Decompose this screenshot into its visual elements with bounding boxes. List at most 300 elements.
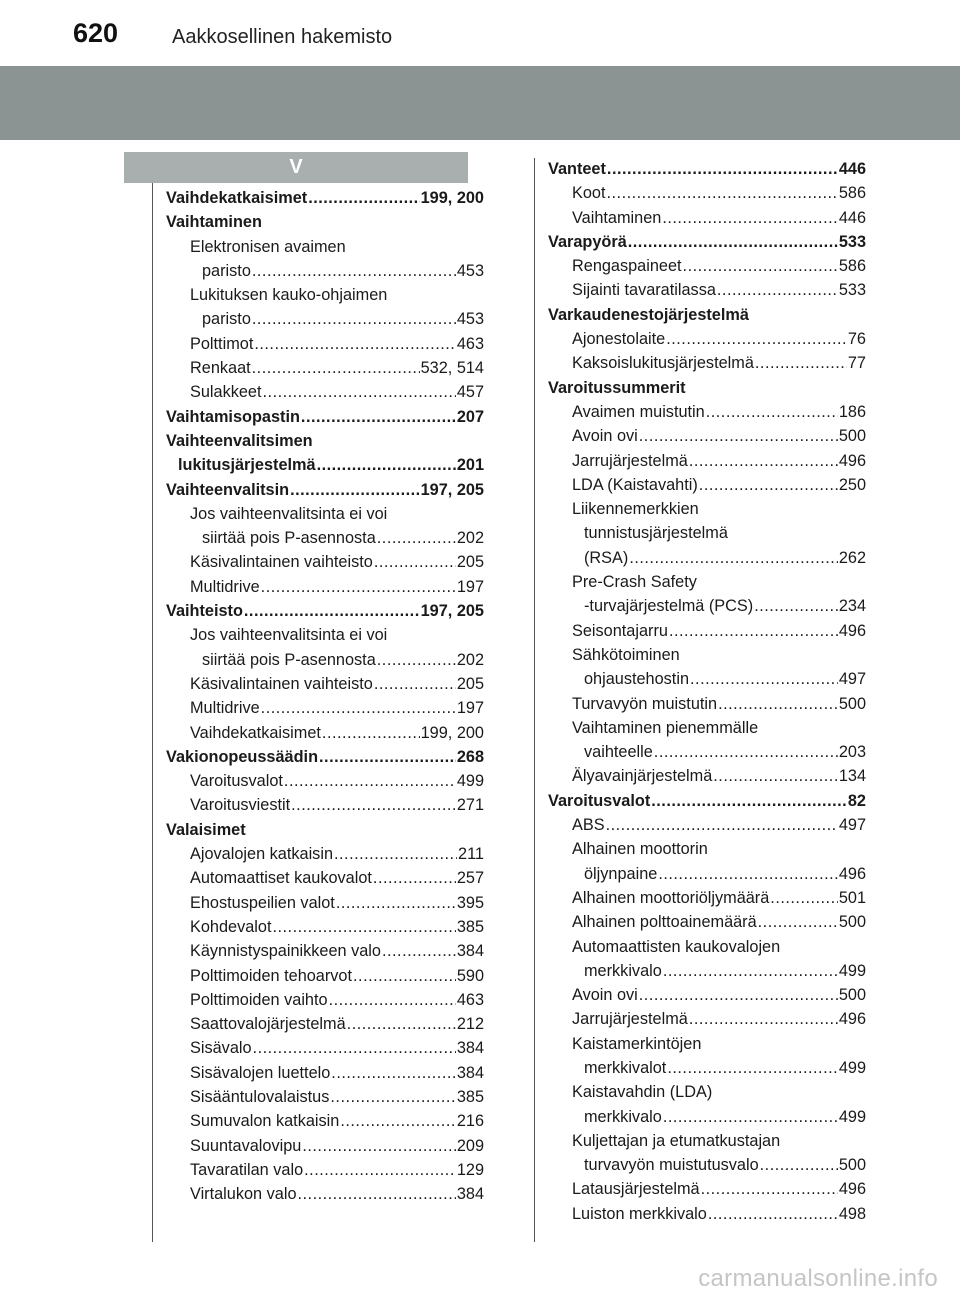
index-entry: [548, 692, 866, 716]
entry-term: Saattovalojärjestelmä: [190, 1015, 346, 1034]
index-entry: [548, 181, 866, 205]
entry-term: vaihteelle: [584, 743, 653, 762]
page-header: [0, 0, 960, 66]
entry-page-ref[interactable]: 453: [456, 310, 484, 329]
dot-leader: [713, 764, 838, 788]
entry-term: Polttimoiden tehoarvot: [190, 966, 353, 985]
index-entry: [166, 939, 484, 963]
entry-page-ref[interactable]: 205: [456, 674, 484, 693]
entry-page-ref[interactable]: 463: [456, 990, 484, 1009]
entry-page-ref[interactable]: 497: [838, 670, 866, 689]
entry-term: Luiston merkkivalo: [572, 1204, 707, 1223]
entry-page-ref[interactable]: 395: [456, 893, 484, 912]
entry-term: Sisävalo: [190, 1039, 252, 1058]
index-entry: [166, 648, 484, 672]
index-entry: [166, 988, 484, 1012]
dot-leader: [290, 478, 420, 502]
index-entry: [166, 915, 484, 939]
entry-page-ref[interactable]: 496: [838, 621, 866, 640]
entry-page-ref[interactable]: 205: [456, 553, 484, 572]
entry-term: ohjaustehostin: [584, 670, 690, 689]
dot-leader: [607, 181, 838, 205]
entry-page-ref[interactable]: 197, 205: [420, 480, 484, 499]
dot-leader: [708, 1202, 838, 1226]
index-entry: [166, 307, 484, 331]
entry-page-ref[interactable]: 498: [838, 1204, 866, 1223]
entry-term: LDA (Kaistavahti): [572, 475, 698, 494]
entry-term: Jarrujärjestelmä: [572, 451, 688, 470]
index-entry: [548, 886, 866, 910]
entry-page-ref[interactable]: 202: [456, 529, 484, 548]
entry-term: Vaihtaminen: [166, 213, 262, 232]
index-entry: [548, 716, 866, 740]
entry-page-ref[interactable]: 216: [456, 1112, 484, 1131]
index-entry: [166, 1158, 484, 1182]
entry-term: Lukituksen kauko-ohjaimen: [190, 286, 388, 305]
dot-leader: [304, 1158, 456, 1182]
dot-leader: [663, 1105, 838, 1129]
dot-leader: [754, 594, 838, 618]
dot-leader: [272, 915, 455, 939]
entry-page-ref[interactable]: 197: [456, 577, 484, 596]
dot-leader: [689, 1007, 838, 1031]
page-title: Aakkosellinen hakemisto: [172, 26, 393, 48]
entry-page-ref[interactable]: 202: [456, 650, 484, 669]
entry-term: Polttimot: [190, 334, 254, 353]
dot-leader: [329, 988, 456, 1012]
index-entry: [548, 643, 866, 667]
entry-term: Sähkötoiminen: [572, 645, 680, 664]
entry-term: siirtää pois P-asennosta: [202, 529, 376, 548]
dot-leader: [639, 424, 838, 448]
entry-page-ref[interactable]: 77: [847, 354, 866, 373]
dot-leader: [317, 453, 456, 477]
index-entry: [548, 619, 866, 643]
index-entry: [548, 1153, 866, 1177]
index-entry: [548, 813, 866, 837]
dot-leader: [253, 1036, 456, 1060]
entry-page-ref[interactable]: 384: [456, 1063, 484, 1082]
index-entry: [548, 424, 866, 448]
dot-leader: [683, 254, 838, 278]
index-entry: [166, 405, 484, 429]
index-entry: [548, 667, 866, 691]
entry-term: turvavyön muistutusvalo: [584, 1156, 759, 1175]
entry-page-ref[interactable]: 207: [456, 407, 484, 426]
dot-leader: [336, 891, 456, 915]
entry-page-ref[interactable]: 234: [838, 597, 866, 616]
index-entry: [166, 672, 484, 696]
entry-term: siirtää pois P-asennosta: [202, 650, 376, 669]
dot-leader: [298, 1182, 456, 1206]
entry-page-ref[interactable]: 496: [838, 864, 866, 883]
entry-term: Multidrive: [190, 699, 260, 718]
dot-leader: [606, 813, 838, 837]
entry-term: Virtalukon valo: [190, 1185, 297, 1204]
index-entry: [548, 400, 866, 424]
section-letter-header: V: [124, 152, 468, 183]
entry-term: -turvajärjestelmä (PCS): [584, 597, 754, 616]
entry-page-ref[interactable]: 496: [838, 451, 866, 470]
entry-page-ref[interactable]: 453: [456, 261, 484, 280]
dot-leader: [717, 278, 838, 302]
entry-term: Kaksoislukitusjärjestelmä: [572, 354, 754, 373]
dot-leader: [302, 1134, 455, 1158]
dot-leader: [308, 186, 419, 210]
entry-term: Seisontajarru: [572, 621, 668, 640]
index-entry: [548, 1105, 866, 1129]
entry-term: Valaisimet: [166, 820, 246, 839]
index-entry: [548, 351, 866, 375]
index-entry: [548, 206, 866, 230]
entry-page-ref[interactable]: 209: [456, 1136, 484, 1155]
entry-term: (RSA): [584, 548, 629, 567]
entry-term: tunnistusjärjestelmä: [584, 524, 728, 543]
entry-term: Varapyörä: [548, 232, 627, 251]
footer-watermark: carmanualsonline.info: [698, 1265, 938, 1292]
dot-leader: [322, 721, 420, 745]
dot-leader: [651, 789, 847, 813]
entry-page-ref[interactable]: 463: [456, 334, 484, 353]
entry-term: Vaihteisto: [166, 602, 243, 621]
entry-term: Alhainen moottorin: [572, 840, 708, 859]
index-entry: [548, 983, 866, 1007]
entry-page-ref[interactable]: 211: [458, 845, 484, 864]
dot-leader: [758, 910, 838, 934]
dot-leader: [301, 405, 456, 429]
index-entry: [548, 764, 866, 788]
entry-term: lukitusjärjestelmä: [178, 456, 316, 475]
index-entry: [548, 230, 866, 254]
index-entry: [548, 1032, 866, 1056]
entry-page-ref[interactable]: 500: [838, 1156, 866, 1175]
index-entry: [548, 497, 866, 521]
entry-page-ref[interactable]: 586: [838, 184, 866, 203]
entry-term: Ajovalojen katkaisin: [190, 845, 333, 864]
dot-leader: [654, 740, 838, 764]
dot-leader: [330, 1085, 455, 1109]
index-entry: [548, 910, 866, 934]
entry-page-ref[interactable]: 496: [838, 1180, 866, 1199]
index-entry: [166, 842, 484, 866]
index-entry: [166, 696, 484, 720]
entry-term: merkkivalot: [584, 1058, 667, 1077]
dot-leader: [669, 619, 838, 643]
entry-term: Avaimen muistutin: [572, 402, 705, 421]
dot-leader: [334, 842, 457, 866]
entry-term: Renkaat: [190, 359, 251, 378]
dot-leader: [629, 546, 838, 570]
index-entry: [166, 332, 484, 356]
index-entry: [548, 376, 866, 400]
entry-term: Latausjärjestelmä: [572, 1180, 700, 1199]
entry-page-ref[interactable]: 500: [838, 427, 866, 446]
entry-page-ref[interactable]: 201: [456, 456, 484, 475]
entry-page-ref[interactable]: 497: [838, 816, 866, 835]
index-column-left: [166, 186, 484, 1206]
index-entry: [166, 186, 484, 210]
entry-page-ref[interactable]: 199, 200: [420, 723, 484, 742]
entry-term: Sumuvalon katkaisin: [190, 1112, 340, 1131]
dot-leader: [252, 259, 456, 283]
index-entry: [166, 964, 484, 988]
index-entry: [548, 959, 866, 983]
index-entry: [166, 259, 484, 283]
entry-page-ref[interactable]: 262: [838, 548, 866, 567]
index-entry: [548, 1080, 866, 1104]
entry-term: Jos vaihteenvalitsinta ei voi: [190, 504, 388, 523]
entry-term: Vaihteenvalitsimen: [166, 431, 313, 450]
index-entry: [166, 1061, 484, 1085]
entry-term: Käsivalintainen vaihteisto: [190, 553, 373, 572]
index-entry: [166, 1036, 484, 1060]
index-entry: [166, 721, 484, 745]
dot-leader: [666, 327, 847, 351]
index-entry: [166, 745, 484, 769]
index-entry: [166, 1134, 484, 1158]
index-entry: [548, 157, 866, 181]
index-entry: [548, 546, 866, 570]
entry-term: Käynnistyspainikkeen valo: [190, 942, 381, 961]
entry-page-ref[interactable]: 496: [838, 1010, 866, 1029]
dot-leader: [706, 400, 838, 424]
entry-page-ref[interactable]: 385: [456, 1087, 484, 1106]
dot-leader: [252, 356, 420, 380]
entry-term: merkkivalo: [584, 1107, 662, 1126]
entry-term: Jos vaihteenvalitsinta ei voi: [190, 626, 388, 645]
entry-term: Koot: [572, 184, 606, 203]
entry-term: Vaihtaminen: [572, 208, 662, 227]
entry-term: Sisävalojen luettelo: [190, 1063, 331, 1082]
dot-leader: [347, 1012, 456, 1036]
dot-leader: [662, 206, 838, 230]
entry-term: öljynpaine: [584, 864, 658, 883]
entry-page-ref[interactable]: 500: [838, 694, 866, 713]
index-entry: [548, 862, 866, 886]
index-entry: [548, 254, 866, 278]
dot-leader: [718, 692, 838, 716]
index-entry: [166, 380, 484, 404]
entry-term: Vaihteenvalitsin: [166, 480, 290, 499]
entry-page-ref[interactable]: 385: [456, 917, 484, 936]
dot-leader: [663, 959, 838, 983]
dot-leader: [319, 745, 456, 769]
index-entry: [548, 303, 866, 327]
dot-leader: [377, 648, 456, 672]
entry-term: Sijainti tavaratilassa: [572, 281, 716, 300]
entry-term: Varoitusviestit: [190, 796, 291, 815]
dot-leader: [770, 886, 838, 910]
index-entry: [548, 521, 866, 545]
entry-term: Sisääntulovalaistus: [190, 1087, 330, 1106]
entry-term: Kaistavahdin (LDA): [572, 1083, 713, 1102]
dot-leader: [667, 1056, 837, 1080]
entry-page-ref[interactable]: 203: [838, 743, 866, 762]
index-entry: [166, 793, 484, 817]
entry-term: Varkaudenestojärjestelmä: [548, 305, 749, 324]
entry-page-ref[interactable]: 199, 200: [420, 189, 484, 207]
column-rule-left: [152, 183, 153, 1242]
entry-term: Käsivalintainen vaihteisto: [190, 674, 373, 693]
dot-leader: [261, 696, 456, 720]
entry-term: paristo: [202, 261, 251, 280]
index-entry: [548, 1202, 866, 1226]
index-entry: [548, 570, 866, 594]
entry-term: Vanteet: [548, 160, 606, 178]
dot-leader: [628, 230, 838, 254]
entry-page-ref[interactable]: 197, 205: [420, 602, 484, 621]
dot-leader: [331, 1061, 456, 1085]
index-entry: [166, 356, 484, 380]
entry-term: Kohdevalot: [190, 917, 272, 936]
entry-term: Sulakkeet: [190, 383, 262, 402]
index-entry: [166, 283, 484, 307]
dot-leader: [689, 449, 838, 473]
entry-term: Alhainen moottoriöljymäärä: [572, 888, 770, 907]
entry-page-ref[interactable]: 457: [456, 383, 484, 402]
index-entry: [166, 550, 484, 574]
index-entry: [166, 1109, 484, 1133]
entry-page-ref[interactable]: 134: [838, 767, 866, 786]
index-column-right: [548, 157, 866, 1226]
entry-page-ref[interactable]: 197: [456, 699, 484, 718]
index-entry: [166, 599, 484, 623]
entry-page-ref[interactable]: 384: [456, 942, 484, 961]
entry-page-ref[interactable]: 499: [456, 772, 484, 791]
dot-leader: [284, 769, 456, 793]
dot-leader: [340, 1109, 456, 1133]
entry-page-ref[interactable]: 499: [838, 1058, 866, 1077]
index-entry: [548, 278, 866, 302]
entry-term: Vaihtaminen pienemmälle: [572, 718, 759, 737]
entry-page-ref[interactable]: 76: [847, 330, 866, 349]
entry-term: Polttimoiden vaihto: [190, 990, 328, 1009]
entry-term: Pre-Crash Safety: [572, 573, 697, 592]
index-entry: [548, 327, 866, 351]
dot-leader: [382, 939, 456, 963]
index-entry: [166, 429, 484, 453]
entry-term: Automaattiset kaukovalot: [190, 869, 372, 888]
index-entry: [166, 866, 484, 890]
entry-term: Vakionopeussäädin: [166, 747, 319, 766]
index-entry: [548, 935, 866, 959]
entry-page-ref[interactable]: 384: [456, 1039, 484, 1058]
entry-term: Varoitussummerit: [548, 378, 686, 397]
dot-leader: [699, 473, 838, 497]
entry-term: Jarrujärjestelmä: [572, 1010, 688, 1029]
entry-page-ref[interactable]: 129: [456, 1160, 484, 1179]
entry-term: Vaihtamisopastin: [166, 407, 300, 426]
entry-term: Ajonestolaite: [572, 330, 666, 349]
entry-page-ref[interactable]: 533: [838, 232, 866, 251]
entry-term: Varoitusvalot: [190, 772, 283, 791]
entry-page-ref[interactable]: 500: [838, 986, 866, 1005]
entry-term: paristo: [202, 310, 251, 329]
index-entry: [548, 789, 866, 813]
entry-page-ref[interactable]: 186: [838, 402, 866, 421]
index-entry: [166, 769, 484, 793]
dot-leader: [639, 983, 838, 1007]
entry-page-ref[interactable]: 257: [456, 869, 484, 888]
dot-leader: [373, 866, 456, 890]
dot-leader: [254, 332, 455, 356]
page-number: 620: [73, 18, 119, 48]
dot-leader: [607, 157, 838, 181]
entry-term: Avoin ovi: [572, 986, 638, 1005]
index-entry: [548, 1056, 866, 1080]
entry-page-ref[interactable]: 271: [456, 796, 484, 815]
entry-page-ref[interactable]: 586: [838, 257, 866, 276]
entry-page-ref[interactable]: 268: [456, 747, 484, 766]
entry-page-ref[interactable]: 82: [847, 791, 866, 810]
dot-leader: [760, 1153, 838, 1177]
entry-page-ref[interactable]: 446: [838, 208, 866, 227]
entry-page-ref[interactable]: 500: [838, 913, 866, 932]
entry-page-ref[interactable]: 212: [456, 1015, 484, 1034]
entry-term: Älyavainjärjestelmä: [572, 767, 713, 786]
entry-term: Tavaratilan valo: [190, 1160, 304, 1179]
entry-term: Rengaspaineet: [572, 257, 682, 276]
entry-page-ref[interactable]: 250: [838, 475, 866, 494]
dot-leader: [353, 964, 456, 988]
entry-term: Suuntavalovipu: [190, 1136, 302, 1155]
entry-page-ref[interactable]: 499: [838, 961, 866, 980]
dot-leader: [377, 526, 456, 550]
index-entry: [166, 210, 484, 234]
entry-term: Alhainen polttoainemäärä: [572, 913, 757, 932]
entry-term: Ehostuspeilien valot: [190, 893, 335, 912]
dot-leader: [291, 793, 456, 817]
entry-term: Elektronisen avaimen: [190, 237, 346, 256]
dot-leader: [244, 599, 420, 623]
entry-page-ref[interactable]: 499: [838, 1107, 866, 1126]
index-entry: [166, 818, 484, 842]
index-entry: [548, 740, 866, 764]
entry-term: merkkivalo: [584, 961, 662, 980]
dot-leader: [261, 575, 456, 599]
index-entry: [166, 891, 484, 915]
index-entry: [548, 1177, 866, 1201]
index-entry: [166, 1085, 484, 1109]
entry-term: Vaihdekatkaisimet: [166, 189, 308, 207]
dot-leader: [263, 380, 456, 404]
entry-term: Liikennemerkkien: [572, 500, 699, 519]
entry-term: Vaihdekatkaisimet: [190, 723, 321, 742]
entry-page-ref[interactable]: 446: [838, 160, 866, 178]
column-rule-middle: [534, 158, 535, 1242]
index-entry: [166, 235, 484, 259]
entry-page-ref[interactable]: 590: [456, 966, 484, 985]
index-entry: [548, 1129, 866, 1153]
header-band: [0, 66, 960, 140]
entry-term: Turvavyön muistutin: [572, 694, 718, 713]
entry-page-ref[interactable]: 533: [838, 281, 866, 300]
entry-page-ref[interactable]: 501: [838, 888, 866, 907]
entry-term: Avoin ovi: [572, 427, 638, 446]
entry-page-ref[interactable]: 532, 514: [420, 359, 484, 378]
index-entry: [548, 594, 866, 618]
dot-leader: [690, 667, 838, 691]
index-entry: [166, 502, 484, 526]
entry-page-ref[interactable]: 384: [456, 1185, 484, 1204]
index-entry: [548, 1007, 866, 1031]
index-entry: [166, 1012, 484, 1036]
dot-leader: [374, 550, 456, 574]
index-entry: [166, 526, 484, 550]
entry-term: Kuljettajan ja etumatkustajan: [572, 1131, 781, 1150]
index-entry: [166, 453, 484, 477]
index-entry: [548, 449, 866, 473]
